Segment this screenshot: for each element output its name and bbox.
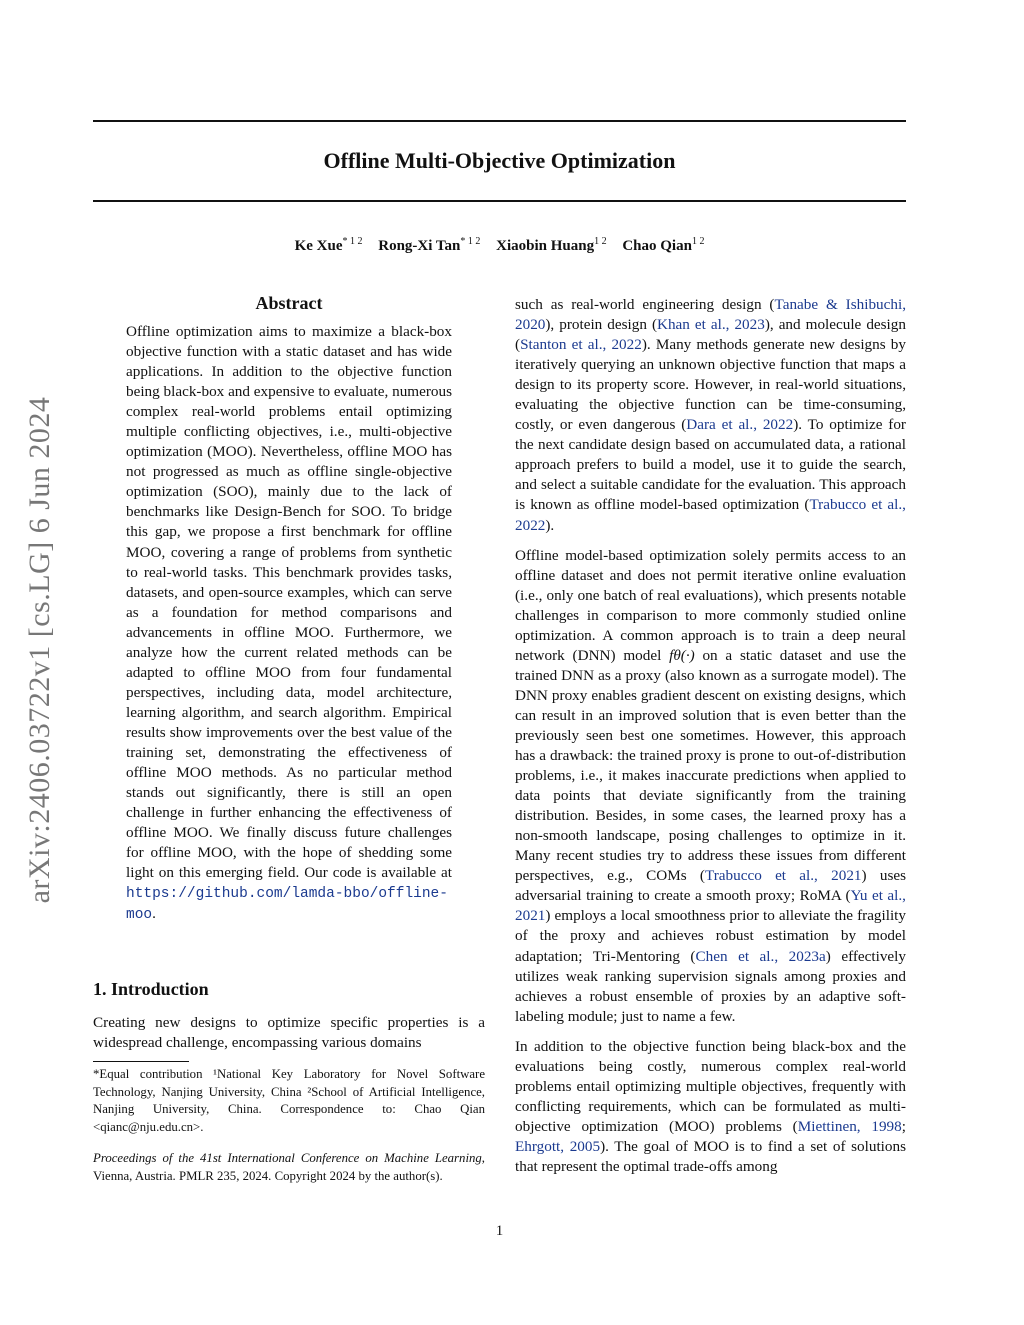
- paragraph: [515, 295, 906, 536]
- footnote-rule: [93, 1061, 189, 1062]
- citation-link[interactable]: Trabucco et al., 2022: [515, 496, 906, 534]
- affiliation-note: *Equal contribution ¹National Key Laboratory for Novel Software Technology, Nanjing University, China ²School of Artificial Intelligence, Nanjing University, China. Correspondence to: Chao Qian <qianc@nju.edu.cn>.: [93, 1067, 485, 1134]
- abstract-text: Offline optimization aims to maximize a black-box objective function with a static dataset and has wide applications. In addition to the objective function being black-box and expensive to evaluate, numerous complex real-world problems entail optimizing multiple conflicting objectives, i.e., multi-objective optimization (MOO). Nevertheless, offline MOO has not progressed as much as offline single-objective optimization (SOO), mainly due to the lack of benchmarks like Design-Bench for SOO. To bridge this gap, we propose a first benchmark for offline MOO, covering a range of problems from synthetic to real-world tasks. This benchmark provides tasks, datasets, and open-source examples, which can serve as a foundation for method comparisons and advancements in offline MOO. Furthermore, we analyze how the current related methods can be adapted to offline MOO from four fundamental perspectives, including data, model architecture, learning algorithm, and search algorithm. Empirical results show improvements over the best value of the training set, demonstrating the effectiveness of offline MOO methods. As no particular method stands out significantly, there is still an open challenge in further enhancing the effectiveness of offline MOO. We finally discuss future challenges for offline MOO, with the hope of shedding some light on this emerging field. Our code is available at: [126, 323, 453, 882]
- footnote: [93, 1066, 485, 1185]
- text-run: ) employs a local smoothness prior to alleviate the fragility of the proxy and achieves robust estimation by model adaptation; Tri-Mentoring (: [515, 907, 906, 965]
- citation-link[interactable]: Tanabe & Ishibuchi, 2020: [515, 296, 907, 334]
- citation-link[interactable]: Miettinen, 1998: [797, 1117, 902, 1135]
- code-link[interactable]: https://github.com/lamda-bbo/offline-moo: [126, 886, 448, 924]
- text-run: ). To optimize for the next candidate design based on accumulated data, a rational approach prefers to build a model, use it to guide the search, and select a suitable candidate for the evaluation. This approach is known as offline model-based optimization (: [515, 416, 906, 514]
- section-heading-introduction: 1. Introduction: [93, 979, 209, 999]
- right-column: [515, 295, 906, 1177]
- text-run: ) uses adversarial training to create a smooth proxy; RoMA (: [515, 867, 907, 905]
- text-run: ).: [545, 516, 555, 534]
- top-rule: [93, 120, 906, 122]
- text-run: ;: [901, 1117, 906, 1135]
- author: Ke Xue$^{* 1 2}$: [294, 236, 363, 254]
- citation-link[interactable]: Dara et al., 2022: [686, 416, 794, 434]
- citation-link[interactable]: Chen et al., 2023a: [695, 947, 826, 965]
- arxiv-identifier: arXiv:2406.03722v1 [cs.LG] 6 Jun 2024: [23, 396, 56, 904]
- intro-left-text: Creating new designs to optimize specific properties is a widespread challenge, encompassing various domains: [93, 1014, 485, 1052]
- paper-title: Offline Multi-Objective Optimization: [323, 148, 676, 173]
- text-run: ) effectively utilizes weak ranking supervision signals among proxies and achieves a robust ensemble of proxies by an adaptive soft-labeling module; just to name a few.: [515, 947, 906, 1025]
- page-number: 1: [495, 1223, 504, 1239]
- text-run: In addition to the objective function being black-box and the evaluations being costly, numerous complex real-world problems entail optimizing multiple objectives, frequently with conflicting requirements, which can be formulated as multi-objective optimization (MOO) problems (: [515, 1037, 906, 1135]
- text-run: ), and molecule design (: [515, 316, 906, 354]
- abstract-heading: Abstract: [255, 293, 323, 313]
- citation-link[interactable]: Ehrgott, 2005: [515, 1137, 601, 1155]
- text-run: ), protein design (: [545, 316, 657, 334]
- citation-link[interactable]: Khan et al., 2023: [657, 316, 765, 334]
- author: Rong-Xi Tan$^{* 1 2}$: [378, 236, 481, 254]
- citation-link[interactable]: Stanton et al., 2022: [520, 336, 642, 354]
- proceedings-note: Proceedings of the 41st International Conference on Machine Learning, Vienna, Austria. PMLR 235, 2024. Copyright 2024 by the author(s).: [93, 1151, 485, 1183]
- text-run: on a static dataset and use the trained DNN as a proxy (also known as a surrogate model). The DNN proxy enables gradient descent on existing designs, which can result in an improved solution that is even better than the previously seen best one sometimes. However, this approach has a drawback: the trained proxy is prone to out-of-distribution problems, i.e., it makes inaccurate predictions when applied to data points that deviate significantly from the training distribution. Besides, in some cases, the learned proxy has a non-smooth landscape, posing challenges to optimize in it. Many recent studies try to address these issues from different perspectives, e.g., COMs (: [515, 646, 907, 885]
- paragraph: [515, 546, 906, 1027]
- text-run: ). The goal of MOO is to find a set of solutions that represent the optimal trade-offs among: [515, 1137, 906, 1175]
- math-expression: fθ(·): [669, 646, 695, 664]
- text-run: ). Many methods generate new designs by iteratively querying an unknown objective function that maps a design to its property score. However, in real-world situations, evaluating the objective function can be time-consuming, costly, or even dangerous (: [515, 336, 906, 434]
- title-bottom-rule: [93, 200, 906, 202]
- author-list: [93, 236, 906, 255]
- author: Xiaobin Huang$^{1 2}$: [496, 236, 607, 254]
- text-run: such as real-world engineering design (: [515, 296, 775, 313]
- abstract-body: Offline optimization aims to maximize a black-box objective function with a static dataset and has wide applications. In addition to the objective function being black-box and expensive to evaluate, numerous complex real-world problems entail optimizing multiple conflicting objectives, i.e., multi-objective optimization (MOO). Nevertheless, offline MOO has not progressed as much as offline single-objective optimization (SOO), mainly due to the lack of benchmarks like Design-Bench for SOO. To bridge this gap, we propose a first benchmark for offline MOO, covering a range of problems from synthetic to real-world tasks. This benchmark provides tasks, datasets, and open-source examples, which can serve as a foundation for method comparisons and advancements in offline MOO. Furthermore, we analyze how the current related methods can be adapted to offline MOO from four fundamental perspectives, including data, model architecture, learning algorithm, and search algorithm. Empirical results show improvements over the best value of the training set, demonstrating the effectiveness of offline MOO methods. As no particular method stands out significantly, there is still an open challenge in further enhancing the effectiveness of offline MOO. We finally discuss future challenges for offline MOO, with the hope of shedding some light on this emerging field. Our code is available at https://github.com/lamda-bbo/offline-moo.: [126, 323, 453, 924]
- paragraph: [515, 1037, 906, 1177]
- text-run: Offline model-based optimization solely permits access to an offline dataset and does not permit iterative online evaluation (i.e., only one batch of real evaluations), which presents notable challenges in comparison to more commonly studied online optimization. A common approach is to train a deep neural network (DNN) model: [515, 546, 906, 664]
- citation-link[interactable]: Trabucco et al., 2021: [704, 867, 862, 885]
- author: Chao Qian$^{1 2}$: [622, 236, 705, 254]
- citation-link[interactable]: Yu et al., 2021: [515, 887, 906, 925]
